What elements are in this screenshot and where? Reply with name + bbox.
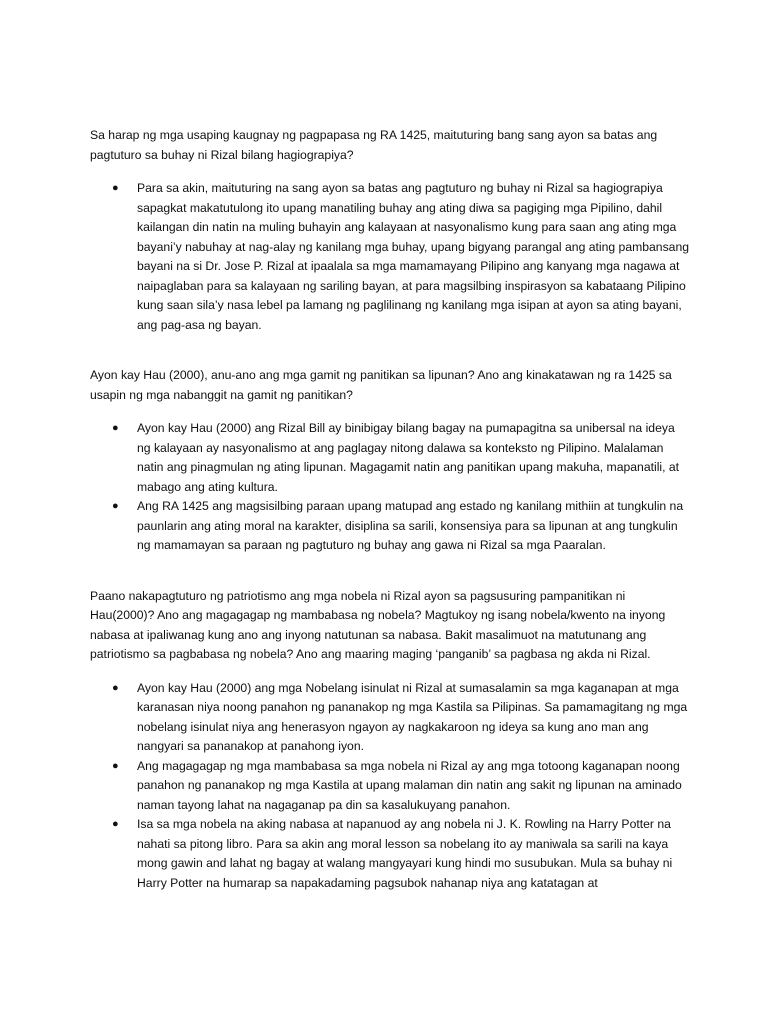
answer-list-3 (90, 679, 690, 894)
bullet-icon: ● (112, 681, 119, 694)
question-3: Paano nakapagtuturo ng patriotismo ang mga nobela ni Rizal ayon sa pagsusuring pampanitikan ni Hau(2000)? Ano ang magagagap ng mambabasa ng nobela? Magtukoy ng isang nobela/kwento na inyong nabasa at ipaliwanag kung ano ang inyong natutunan sa nabasa. Bakit masalimuot na matutunang ang patriotismo sa pagbabasa ng nobela? Ano ang maaring maging ‘panganib’ sa pagbasa ng akda ni Rizal. (90, 588, 666, 661)
list-item-text: Ang RA 1425 ang magsisilbing paraan upang matupad ang estado ng kanilang mithiin at tungkulin na paunlarin ang ating moral na karakter, disiplina sa sarili, konsensiya para sa lipunan at ang tungkulin ng mamamayan sa paraan ng pagtuturo ng buhay ang gawa ni Rizal sa mga Paaralan. (137, 499, 684, 552)
section-3 (90, 587, 690, 894)
question-2: Ayon kay Hau (2000), anu-ano ang mga gamit ng panitikan sa lipunan? Ano ang kinakatawan ng ra 1425 sa usapin ng mga nabanggit na gamit ng panitikan? (90, 368, 672, 402)
list-item (90, 497, 690, 556)
list-item (90, 419, 690, 497)
bullet-icon: ● (112, 422, 119, 434)
answer-list-2 (90, 419, 690, 556)
list-item-text: Ayon kay Hau (2000) ang Rizal Bill ay binibigay bilang bagay na pumapagitna sa unibersal na ideya ng kalayaan ay nasyonalismo at ang paglagay nitong dalawa sa konteksto ng Pilipino. Malalaman natin ang pinagmulan ng ating lipunan. Magagamit natin ang panitikan upang makuha, mapanatili, at mabago ang ating kultura. (137, 421, 680, 494)
list-item (90, 815, 690, 893)
list-item (90, 679, 690, 757)
section-2 (90, 366, 690, 556)
question-1: Sa harap ng mga usaping kaugnay ng pagpapasa ng RA 1425, maituturing bang sang ayon sa batas ang pagtuturo sa buhay ni Rizal bilang hagiograpiya? (90, 128, 658, 162)
list-item-text: Isa sa mga nobela na aking nabasa at napanuod ay ang nobela ni J. K. Rowling na Harry Potter na nahati sa pitong libro. Para sa akin ang moral lesson sa nobelang ito ay maniwala sa sarili na kaya mong gawin and lahat ng bagay at walang mangyayari kung hindi mo susubukan. Mula sa buhay ni Harry Potter na humarap sa napakadaming pagsubok nahanap niya ang katatagan at (137, 817, 673, 890)
document-body (90, 126, 690, 893)
bullet-icon: ● (112, 818, 119, 830)
section-1 (90, 126, 690, 335)
bullet-icon: ● (112, 500, 119, 512)
list-item-text: Ayon kay Hau (2000) ang mga Nobelang isinulat ni Rizal at sumasalamin sa mga kaganapan at mga karanasan niya noong panahon ng pananakop ng mga Kastila sa Pilipinas. Sa pamamagitang ng mga nobelang isinulat niya ang henerasyon ngayon ay nagkakaroon ng ideya sa kung ano man ang nangyari sa pananakop at panahong iyon. (137, 680, 688, 753)
list-item-text: Para sa akin, maituturing na sang ayon sa batas ang pagtuturo ng buhay ni Rizal sa hagiograpiya sapagkat makatutulong ito upang manatiling buhay ang ating diwa sa pagiging mga Pipilino, dahil kailangan din natin na muling buhayin ang kalayaan at nasyonalismo kung para saan ang ating mga bayani’y nabuhay at nag-alay ng kanilang mga buhay, upang bigyang parangal ang ating pambansang bayani na si Dr. Jose P. Rizal at ipaalala sa mga mamamayang Pilipino ang kanyang mga nagawa at naipaglaban para sa kalayaan ng sariling bayan, at para magsilbing inspirasyon sa kabataang Pilipino kung saan sila’y nasa lebel pa lamang ng paglilinang ng kanilang mga isipan at ayon sa ating bayani, ang pag-asa ng bayan. (137, 181, 690, 332)
bullet-icon: ● (112, 759, 119, 772)
bullet-icon: ● (112, 182, 119, 194)
list-item (90, 179, 690, 335)
list-item (90, 757, 690, 816)
list-item-text: Ang magagagap ng mga mambabasa sa mga nobela ni Rizal ay ang mga totoong kaganapan noong panahon ng pananakop ng mga Kastila at upang malaman din natin ang sakit ng lipunan na aminado naman tayong lahat na nagaganap pa din sa kasalukuyang panahon. (137, 758, 682, 812)
answer-list-1 (90, 179, 690, 335)
